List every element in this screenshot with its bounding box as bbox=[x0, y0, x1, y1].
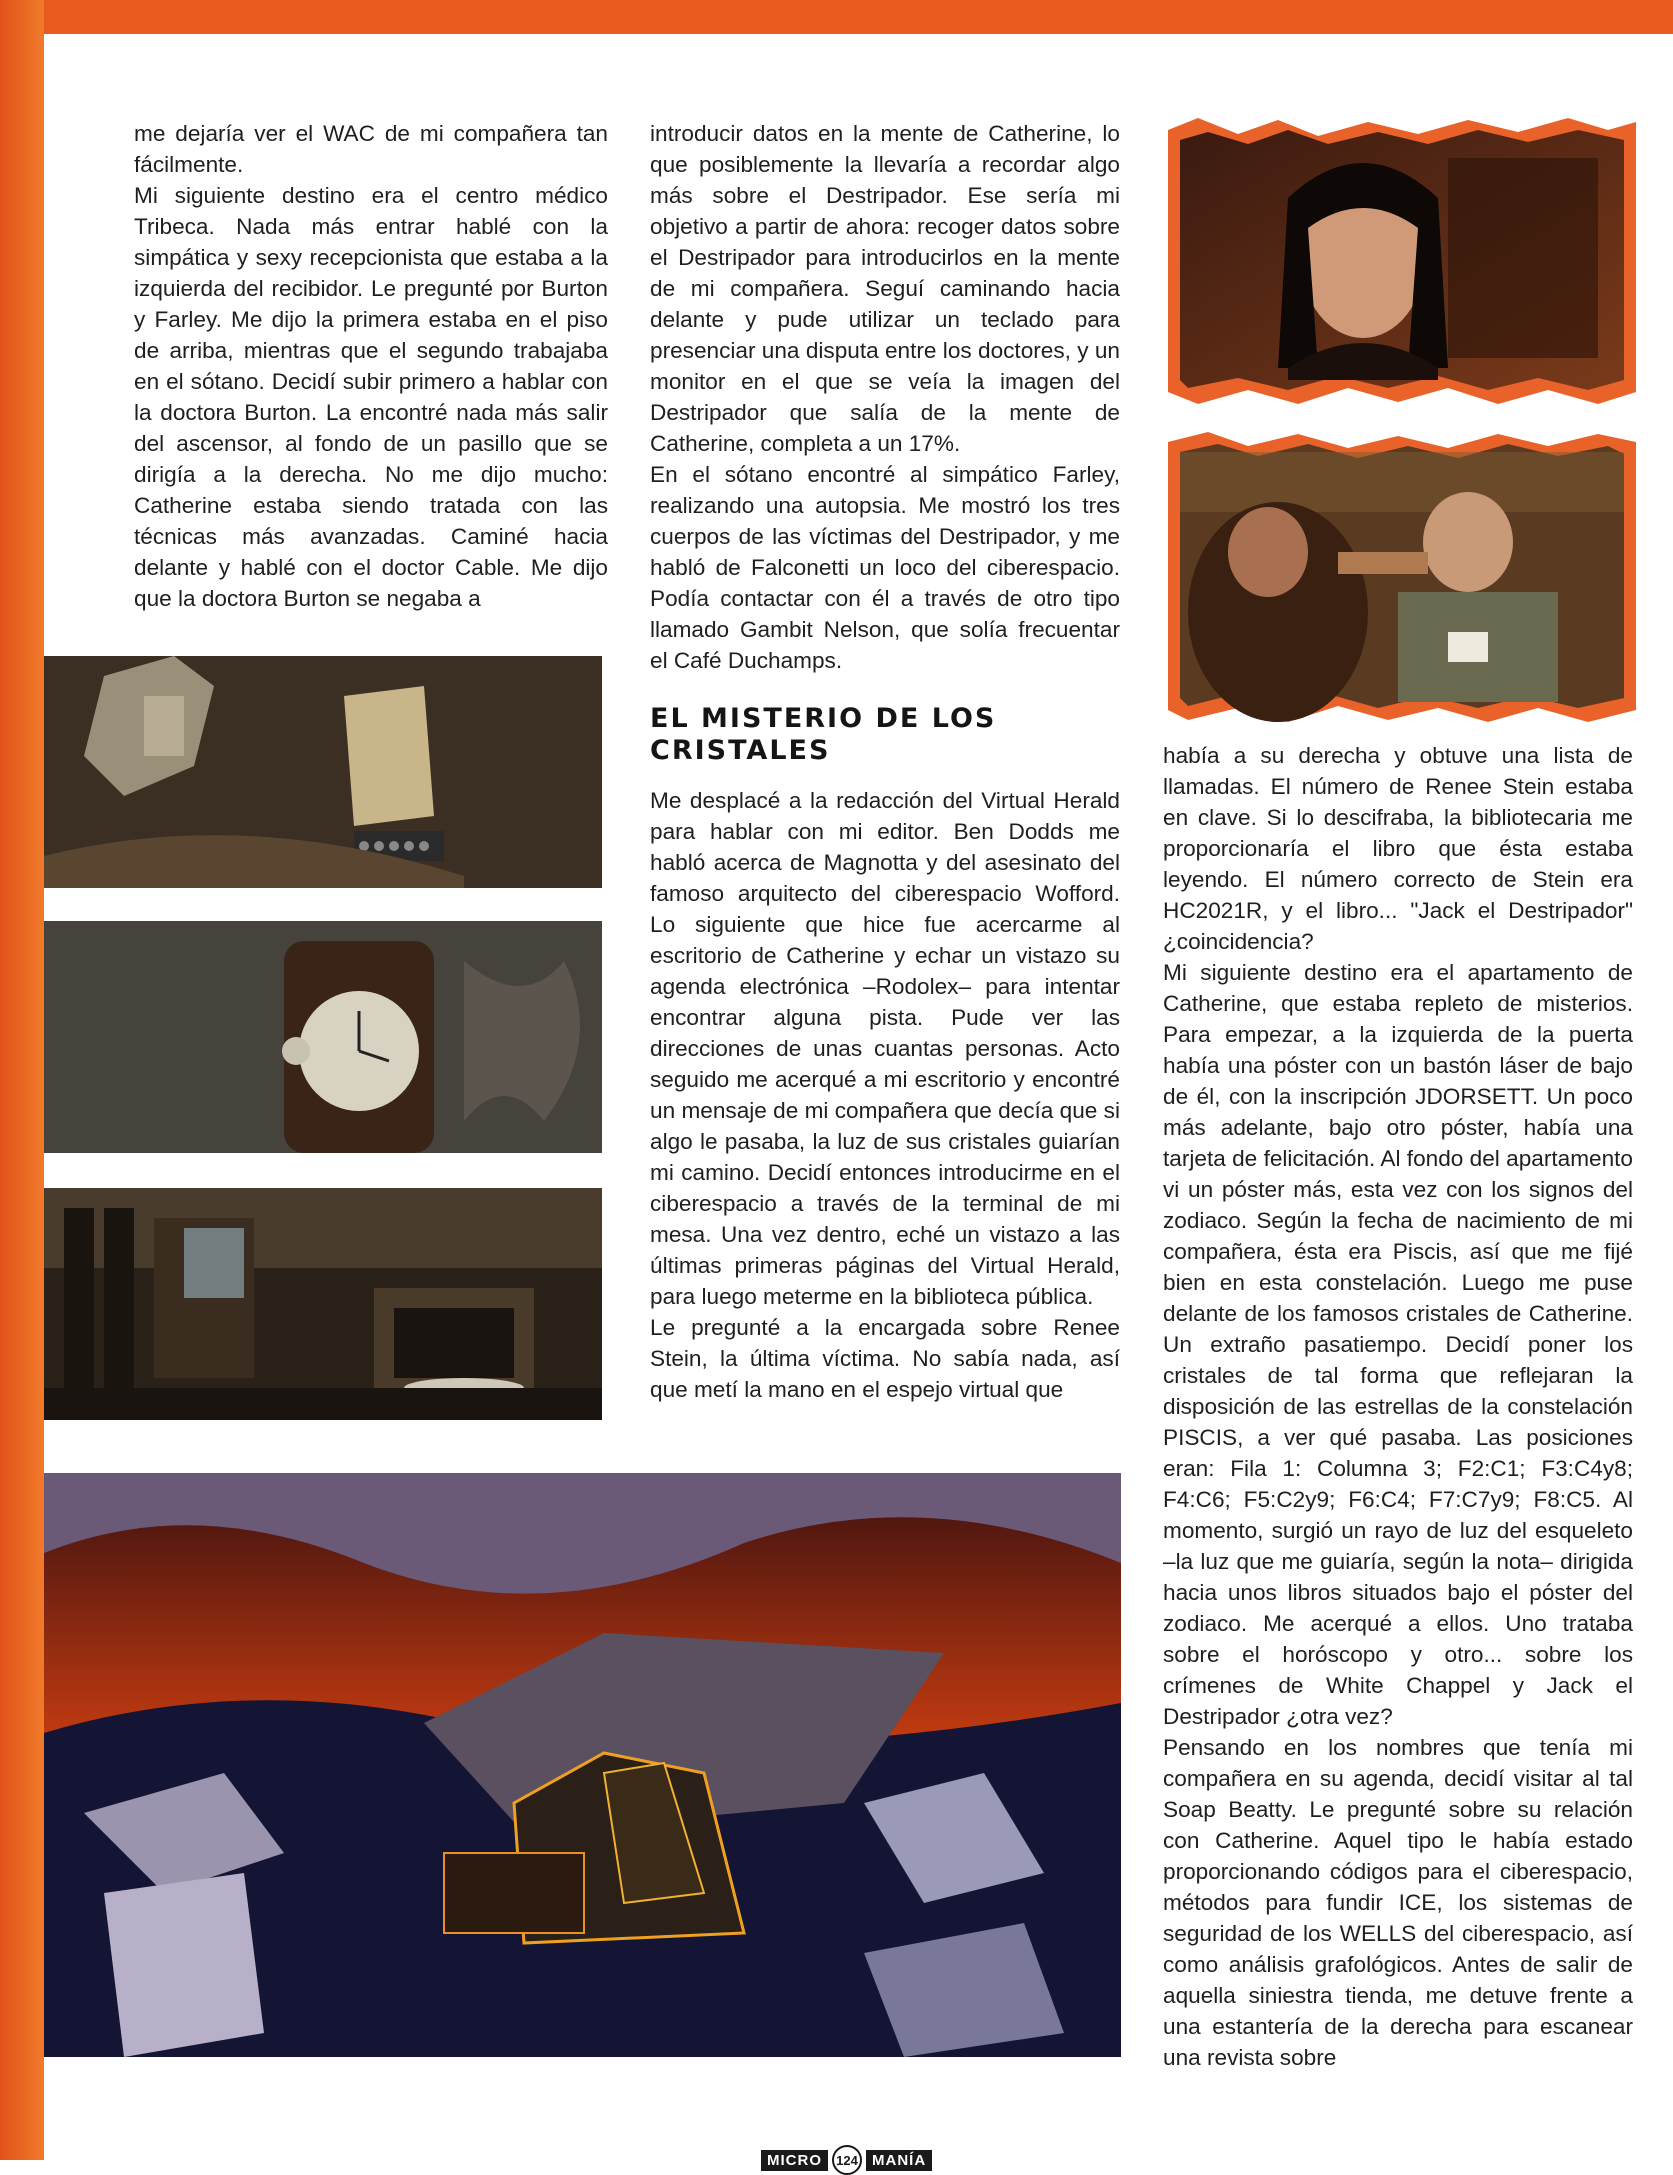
page-number: 124 bbox=[832, 2145, 862, 2175]
section-heading bbox=[650, 703, 1120, 767]
screenshot-castle-scene bbox=[44, 656, 602, 888]
heading-text: EL MISTERIO DE LOS CRISTALES bbox=[650, 703, 997, 766]
paragraph: me dejaría ver el WAC de mi compañera tan fácilmente. bbox=[134, 121, 608, 177]
text-column-2-continued bbox=[650, 785, 1120, 1405]
paragraph: En el sótano encontré al simpático Farley, realizando una autopsia. Me mostró los tres cuerpos de las víctimas del Destripador, y me habló de Falconetti un loco del ciberespacio. Podía contactar con él a través de otro tipo llamado Gambit Nelson, que solía frecuentar el Café Duchamps. bbox=[650, 462, 1120, 673]
paragraph: había a su derecha y obtuve una lista de llamadas. El número de Renee Stein estaba en clave. Si lo descifraba, la bibliotecaria me proporcionaría el libro que ésta estaba leyendo. El número correcto de Stein era HC2021R, y el libro... "Jack el Destripador" ¿coincidencia? bbox=[1163, 743, 1633, 954]
magazine-name-right: MANÍA bbox=[866, 2150, 932, 2171]
paragraph: Le pregunté a la encargada sobre Renee Stein, la última víctima. No sabía nada, así que metí la mano en el espejo virtual que bbox=[650, 1315, 1120, 1402]
text-column-2 bbox=[650, 118, 1120, 676]
paragraph: Mi siguiente destino era el apartamento de Catherine, que estaba repleto de misterios. Para empezar, a la izquierda de la puerta había una póster con un bastón láser de bajo de él, con la inscripción JDORSETT. Un poco más adelante, bajo otro póster, había una tarjeta de felicitación. Al fondo del apartamento vi un póster más, esta vez con los signos del zodiaco. Según la fecha de nacimiento de mi compañera, ésta era Piscis, así que me fijé bien en esta constelación. Luego me puse delante de los famosos cristales de Catherine. Un extraño pasatiempo. Decidí poner los cristales de tal forma que reflejaran la disposición de las estrellas de la constelación PISCIS, a ver qué pasaba. Las posiciones eran: Fila 1: Columna 3; F2:C1; F3:C4y8; F4:C6; F5:C2y9; F6:C4; F7:C7y9; F8:C5. Al momento, surgió un rayo de luz del esqueleto –la luz que me guiaría, según la nota– dirigida hacia unos libros situados bajo el póster del zodiaco. Me acerqué a ellos. Uno trataba sobre el horóscopo y otro... sobre los crímenes de White Chappel y Jack el Destripador ¿otra vez? bbox=[1163, 960, 1633, 1729]
text-column-3 bbox=[1163, 740, 1633, 2073]
screenshot-cyberspace-city bbox=[44, 1473, 1121, 2057]
paragraph: Mi siguiente destino era el centro médico Tribeca. Nada más entrar hablé con la simpática y sexy recepcionista que estaba a la izquierda del recibidor. Le pregunté por Burton y Farley. Me dijo la primera estaba en el piso de arriba, mientras que el segundo trabajaba en el sótano. Decidí subir primero a hablar con la doctora Burton. La encontré nada más salir del ascensor, al fondo de un pasillo que se dirigía a la derecha. No me dijo mucho: Catherine estaba siendo tratada con las técnicas más avanzadas. Caminé hacia delante y hablé con el doctor Cable. Me dijo que la doctora Burton se negaba a bbox=[134, 183, 608, 611]
screenshot-clock-scene bbox=[44, 921, 602, 1153]
paragraph: Pensando en los nombres que tenía mi compañera en su agenda, decidí visitar al tal Soap Beatty. Le pregunté sobre su relación con Catherine. Aquel tipo le había estado proporcionando códigos para el ciberespacio, métodos para fundir ICE, los sistemas de seguridad de los WELLS del ciberespacio, así como análisis grafológicos. Antes de salir de aquella siniestra tienda, me detuve frente a una estantería de la derecha para escanear una revista sobre bbox=[1163, 1735, 1633, 2070]
paragraph: Me desplacé a la redacción del Virtual Herald para hablar con mi editor. Ben Dodds me habló acerca de Magnotta y del asesinato del famoso arquitecto del ciberespacio Wofford. Lo siguiente que hice fue acercarme al escritorio de Catherine y echar un vistazo su agenda electrónica –Rodolex– para intentar encontrar alguna pista. Pude ver las direcciones de unas cuantas personas. Acto seguido me acerqué a mi escritorio y encontré un mensaje de mi compañera que decía que si algo le pasaba, la luz de sus cristales guiarían mi camino. Decidí entonces introducirme en el ciberespacio a través de la terminal de mi mesa. Una vez dentro, eché un vistazo a las últimas primeras páginas del Virtual Herald, para luego meterme en la biblioteca pública. bbox=[650, 788, 1120, 1309]
screenshot-woman-portrait bbox=[1168, 118, 1636, 404]
page-left-border bbox=[0, 0, 44, 2160]
page-top-border bbox=[0, 0, 1673, 34]
screenshot-two-men bbox=[1168, 432, 1636, 722]
magazine-name-left: MICRO bbox=[761, 2150, 828, 2171]
page-footer bbox=[761, 2146, 932, 2174]
paragraph: introducir datos en la mente de Catherine, lo que posiblemente la llevaría a recordar algo más sobre el Destripador. Ese sería mi objetivo a partir de ahora: recoger datos sobre el Destripador para introducirlos en la mente de mi compañera. Seguí caminando hacia delante y pude utilizar un teclado para presenciar una disputa entre los doctores, y un monitor en el que se veía la imagen del Destripador que salía de la mente de Catherine, completa a un 17%. bbox=[650, 121, 1120, 456]
text-column-1 bbox=[134, 118, 608, 614]
screenshot-room-interior bbox=[44, 1188, 602, 1420]
